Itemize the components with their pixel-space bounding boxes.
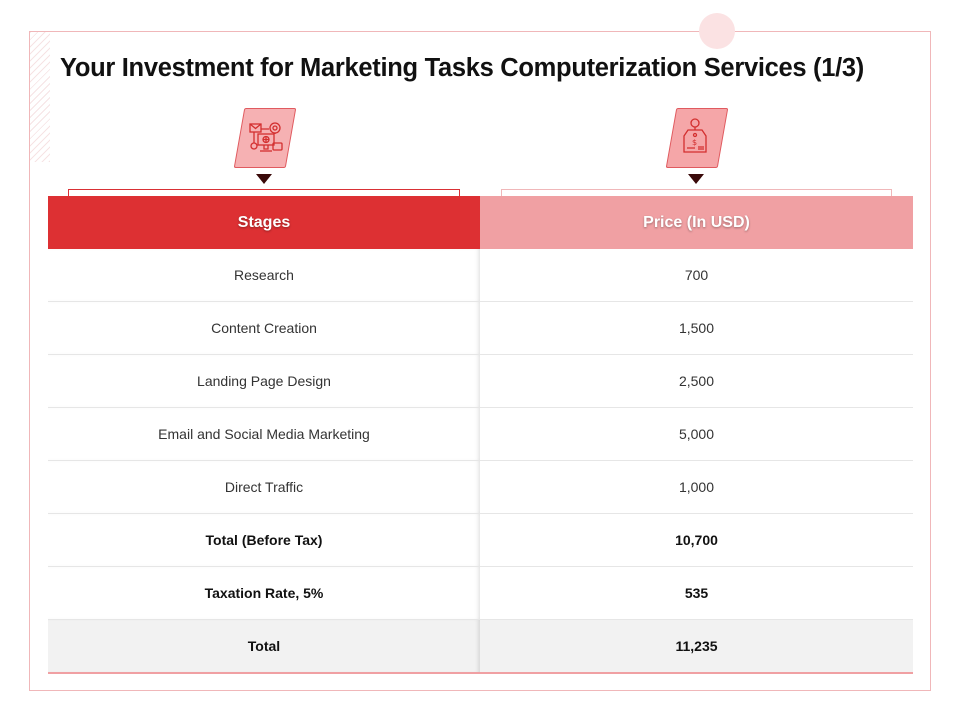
price-cell: 2,500 [480, 355, 913, 408]
stage-cell: Landing Page Design [48, 355, 480, 408]
stages-header: Stages [48, 196, 480, 249]
total-value: 11,235 [480, 620, 913, 674]
price-cell: 1,500 [480, 302, 913, 355]
hatch-decoration [30, 32, 50, 162]
table-row [48, 461, 913, 514]
stages-pointer [256, 174, 272, 184]
marketing-automation-icon [246, 118, 286, 158]
price-cell: 1,000 [480, 461, 913, 514]
price-cell: 700 [480, 249, 913, 302]
price-cell: 5,000 [480, 408, 913, 461]
price-header: Price (In USD) [480, 196, 913, 249]
subtotal-value: 10,700 [480, 514, 913, 567]
total-label: Total [48, 620, 480, 674]
table-row [48, 408, 913, 461]
page-title: Your Investment for Marketing Tasks Computerization Services (1/3) [60, 54, 864, 82]
stage-cell: Direct Traffic [48, 461, 480, 514]
tax-label: Taxation Rate, 5% [48, 567, 480, 620]
stage-cell: Research [48, 249, 480, 302]
circle-decoration [699, 13, 735, 49]
stage-cell: Email and Social Media Marketing [48, 408, 480, 461]
stage-cell: Content Creation [48, 302, 480, 355]
investment-table [48, 196, 913, 674]
subtotal-label: Total (Before Tax) [48, 514, 480, 567]
subtotal-row [48, 514, 913, 567]
table-row [48, 302, 913, 355]
price-pointer [688, 174, 704, 184]
price-tag-icon [678, 116, 718, 156]
tax-row [48, 567, 913, 620]
total-row [48, 620, 913, 674]
table-header-row [48, 196, 913, 249]
table-row [48, 249, 913, 302]
svg-text:$: $ [692, 138, 698, 147]
table-row [48, 355, 913, 408]
tax-value: 535 [480, 567, 913, 620]
